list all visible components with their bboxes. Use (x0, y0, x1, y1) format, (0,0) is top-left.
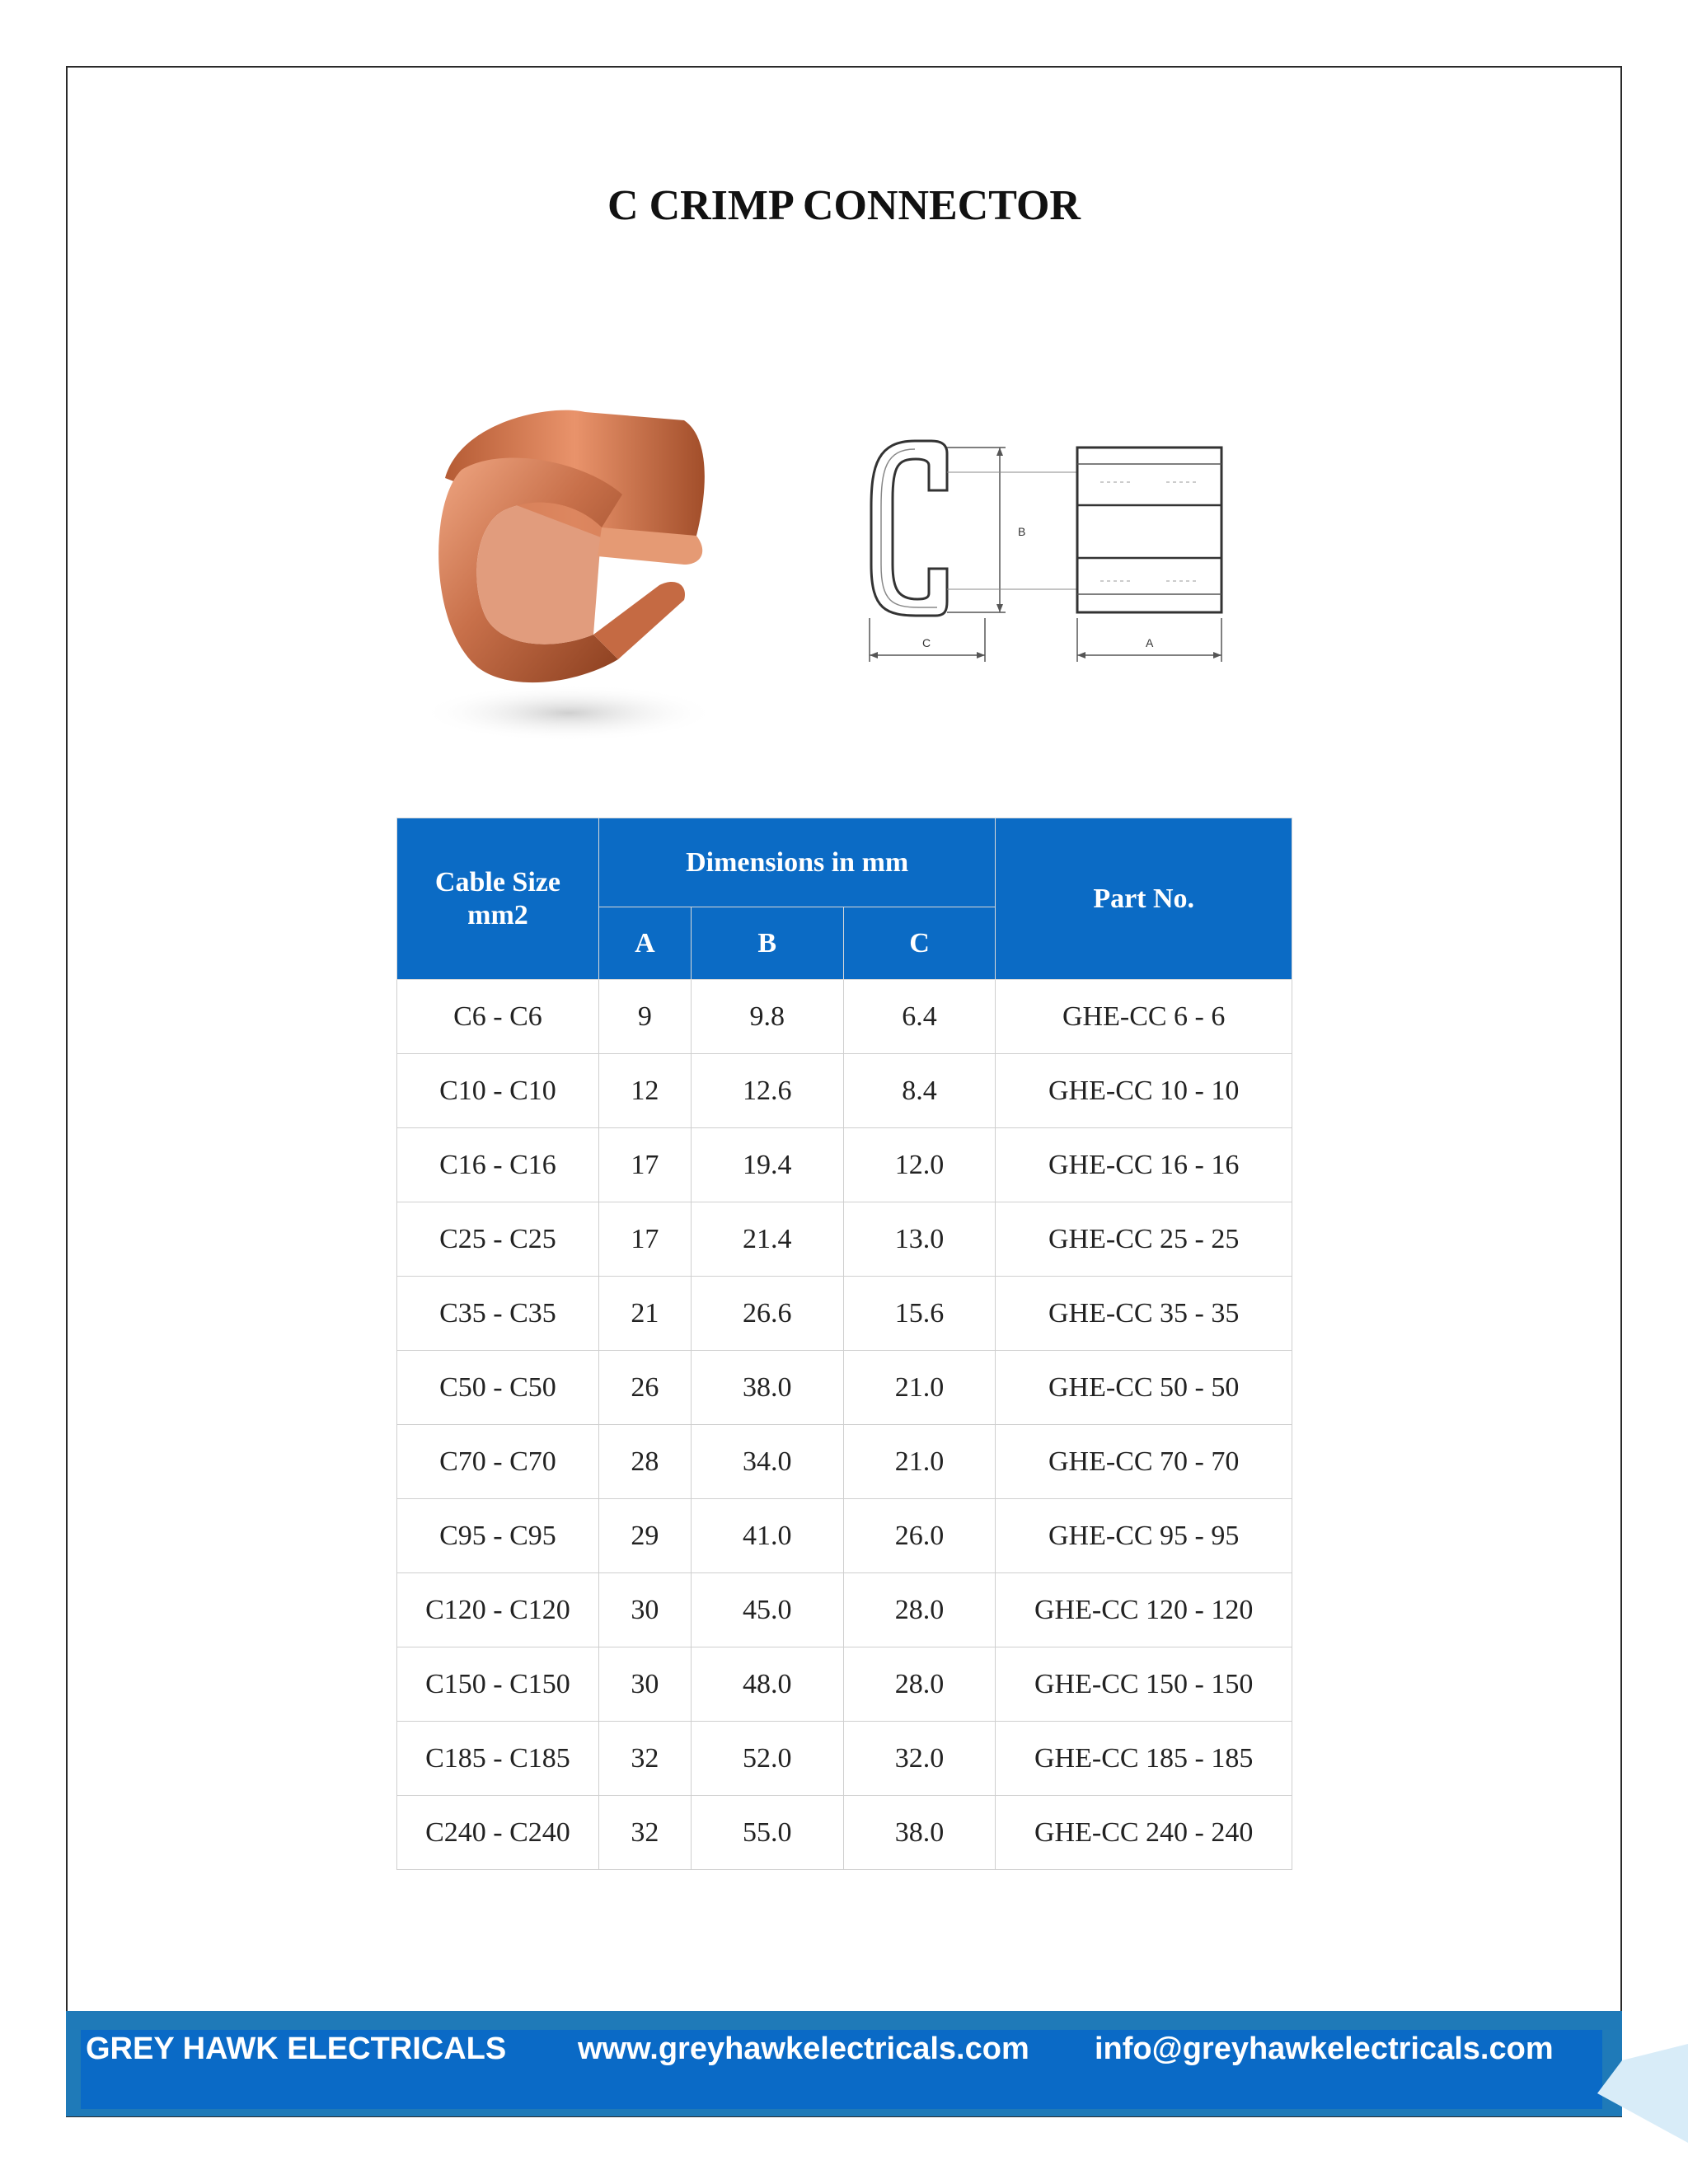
table-row (397, 1277, 1292, 1351)
cell-size: C185 - C185 (397, 1722, 599, 1796)
cell-part: GHE-CC 120 - 120 (996, 1573, 1292, 1647)
cell-part: GHE-CC 25 - 25 (996, 1202, 1292, 1277)
cell-b: 41.0 (691, 1499, 843, 1573)
cell-part: GHE-CC 185 - 185 (996, 1722, 1292, 1796)
cell-b: 52.0 (691, 1722, 843, 1796)
cell-part: GHE-CC 95 - 95 (996, 1499, 1292, 1573)
cell-part: GHE-CC 10 - 10 (996, 1054, 1292, 1128)
cell-b: 45.0 (691, 1573, 843, 1647)
cell-b: 38.0 (691, 1351, 843, 1425)
cell-a: 30 (598, 1573, 691, 1647)
footer (81, 2030, 1602, 2109)
label-a: A (1146, 636, 1154, 649)
footer-email[interactable]: info@greyhawkelectricals.com (1095, 2032, 1554, 2066)
table-row (397, 1425, 1292, 1499)
cell-c: 32.0 (843, 1722, 996, 1796)
cell-size: C25 - C25 (397, 1202, 599, 1277)
table-row (397, 1573, 1292, 1647)
cell-a: 17 (598, 1202, 691, 1277)
page-title: C CRIMP CONNECTOR (607, 182, 1081, 229)
cell-b: 26.6 (691, 1277, 843, 1351)
cell-a: 28 (598, 1425, 691, 1499)
cell-a: 9 (598, 980, 691, 1054)
cell-c: 6.4 (843, 980, 996, 1054)
cell-c: 28.0 (843, 1573, 996, 1647)
header-a: A (598, 907, 691, 980)
header-part-no: Part No. (996, 818, 1292, 980)
table-row (397, 1054, 1292, 1128)
cell-size: C95 - C95 (397, 1499, 599, 1573)
header-dimensions: Dimensions in mm (598, 818, 995, 907)
cell-c: 8.4 (843, 1054, 996, 1128)
table-row (397, 1351, 1292, 1425)
cell-c: 13.0 (843, 1202, 996, 1277)
spec-table (396, 818, 1292, 1870)
table-row (397, 1722, 1292, 1796)
cell-a: 12 (598, 1054, 691, 1128)
label-c: C (922, 636, 931, 649)
dimension-drawing (861, 433, 1232, 668)
cell-a: 32 (598, 1722, 691, 1796)
cell-a: 32 (598, 1796, 691, 1870)
cell-b: 19.4 (691, 1128, 843, 1202)
cell-c: 21.0 (843, 1425, 996, 1499)
cell-size: C16 - C16 (397, 1128, 599, 1202)
label-b: B (1018, 525, 1026, 538)
cell-size: C150 - C150 (397, 1647, 599, 1722)
cell-a: 17 (598, 1128, 691, 1202)
cell-part: GHE-CC 6 - 6 (996, 980, 1292, 1054)
table-row (397, 980, 1292, 1054)
cell-part: GHE-CC 50 - 50 (996, 1351, 1292, 1425)
table-row (397, 1128, 1292, 1202)
cell-b: 55.0 (691, 1796, 843, 1870)
cell-a: 30 (598, 1647, 691, 1722)
decorative-corner-shape (1597, 2044, 1688, 2143)
footer-website[interactable]: www.greyhawkelectricals.com (578, 2032, 1029, 2066)
table-row (397, 1202, 1292, 1277)
cell-b: 12.6 (691, 1054, 843, 1128)
cell-b: 9.8 (691, 980, 843, 1054)
table-row (397, 1796, 1292, 1870)
table-row (397, 1647, 1292, 1722)
cell-part: GHE-CC 70 - 70 (996, 1425, 1292, 1499)
cell-part: GHE-CC 240 - 240 (996, 1796, 1292, 1870)
table-row (397, 1499, 1292, 1573)
footer-company: GREY HAWK ELECTRICALS (86, 2032, 507, 2066)
cell-size: C240 - C240 (397, 1796, 599, 1870)
cell-size: C120 - C120 (397, 1573, 599, 1647)
cell-b: 34.0 (691, 1425, 843, 1499)
header-cable-size: Cable Size mm2 (397, 818, 599, 980)
cell-size: C70 - C70 (397, 1425, 599, 1499)
cell-c: 21.0 (843, 1351, 996, 1425)
cell-c: 26.0 (843, 1499, 996, 1573)
header-b: B (691, 907, 843, 980)
cell-c: 38.0 (843, 1796, 996, 1870)
cell-c: 12.0 (843, 1128, 996, 1202)
cell-part: GHE-CC 35 - 35 (996, 1277, 1292, 1351)
cell-size: C50 - C50 (397, 1351, 599, 1425)
cell-c: 28.0 (843, 1647, 996, 1722)
product-photo (412, 387, 742, 750)
header-c: C (843, 907, 996, 980)
cell-size: C6 - C6 (397, 980, 599, 1054)
cell-b: 48.0 (691, 1647, 843, 1722)
cell-part: GHE-CC 150 - 150 (996, 1647, 1292, 1722)
cell-a: 29 (598, 1499, 691, 1573)
cell-c: 15.6 (843, 1277, 996, 1351)
cell-size: C10 - C10 (397, 1054, 599, 1128)
cell-part: GHE-CC 16 - 16 (996, 1128, 1292, 1202)
cell-a: 26 (598, 1351, 691, 1425)
cell-a: 21 (598, 1277, 691, 1351)
cell-size: C35 - C35 (397, 1277, 599, 1351)
cell-b: 21.4 (691, 1202, 843, 1277)
